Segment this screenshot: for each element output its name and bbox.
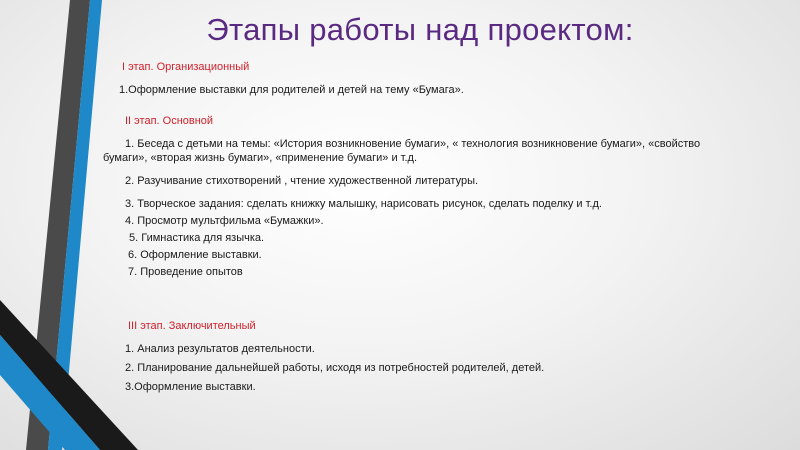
slide-content	[103, 56, 763, 394]
stage2-heading: II этап. Основной	[125, 115, 214, 127]
slide-title: Этапы работы над проектом:	[206, 12, 634, 47]
stage3-item: 1. Анализ результатов деятельности.	[125, 343, 315, 355]
stage2-item: 6. Оформление выставки.	[128, 249, 262, 261]
stage2-item: 2. Разучивание стихотворений , чтение художественной литературы.	[125, 175, 479, 187]
stage3-item: 2. Планирование дальнейшей работы, исходя из потребностей родителей, детей.	[125, 362, 545, 374]
stage2-item: 7. Проведение опытов	[128, 266, 243, 278]
stage3-item: 3.Оформление выставки.	[125, 381, 256, 393]
stage2-item-continuation: бумаги», «вторая жизнь бумаги», «применение бумаги» и т.д.	[103, 152, 418, 164]
stage2-item: 4. Просмотр мультфильма «Бумажки».	[125, 215, 324, 227]
stage2-item: 1. Беседа с детьми на темы: «История возникновение бумаги», « технология возникновение бумаги», «свойство	[125, 138, 701, 150]
stage2-item: 3. Творческое задания: сделать книжку малышку, нарисовать рисунок, сделать поделку и т.д.	[125, 198, 602, 210]
stage3-heading: III этап. Заключительный	[128, 320, 256, 332]
stage1-heading: I этап. Организационный	[122, 61, 250, 73]
stage1-item: 1.Оформление выставки для родителей и детей на тему «Бумага».	[119, 84, 464, 96]
stage2-item: 5. Гимнастика для язычка.	[129, 232, 265, 244]
